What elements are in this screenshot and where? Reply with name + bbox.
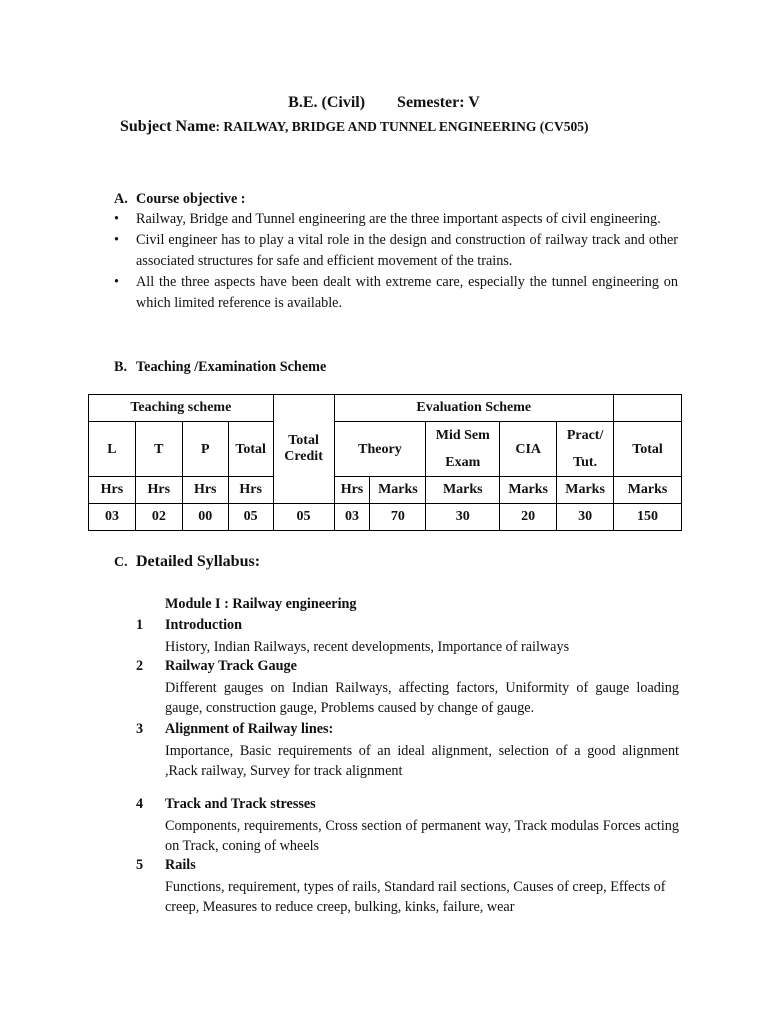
value-cell: 70 (370, 504, 426, 531)
total-credit-header: Total Credit (273, 395, 334, 504)
unit-cell: Hrs (182, 477, 228, 504)
value-cell: 00 (182, 504, 228, 531)
objective-item: • Civil engineer has to play a vital role in the design and construction of railway track and other associated structures for safe and efficient movement of the trains. (114, 232, 678, 269)
value-cell: 20 (500, 504, 557, 531)
item-title: Rails (165, 857, 196, 873)
item-description: Functions, requirement, types of rails, Standard rail sections, Causes of creep, Effects of creep, Measures to reduce creep, bulking, kinks, failure, wear (165, 879, 666, 915)
value-cell: 30 (426, 504, 500, 531)
bullet-icon: • (114, 232, 119, 248)
col-t: T (135, 422, 182, 477)
value-cell: 03 (89, 504, 136, 531)
unit-cell: Marks (370, 477, 426, 504)
col-cia: CIA (500, 422, 557, 477)
col-theory: Theory (334, 422, 426, 477)
col-pract: Pract/ Tut. (557, 422, 614, 477)
degree-label: B.E. (Civil) (288, 94, 366, 111)
value-cell: 02 (135, 504, 182, 531)
section-a-title: Course objective : (136, 191, 246, 207)
col-mid-sem: Mid Sem Exam (426, 422, 500, 477)
semester-label: Semester: V (397, 94, 480, 111)
scheme-table (88, 394, 682, 531)
value-cell: 150 (614, 504, 682, 531)
item-description: History, Indian Railways, recent developments, Importance of railways (165, 639, 570, 655)
item-title: Introduction (165, 617, 242, 633)
col-total: Total (228, 422, 273, 477)
bullet-icon: • (114, 211, 119, 227)
objective-item: • All the three aspects have been dealt with extreme care, especially the tunnel engineering on which limited reference is available. (114, 274, 678, 311)
unit-cell: Marks (614, 477, 682, 504)
item-description: Components, requirements, Cross section of permanent way, Track modulas Forces acting on Track, coning of wheels (165, 818, 679, 854)
value-cell: 03 (334, 504, 370, 531)
col-eval-total: Total (614, 422, 682, 477)
teaching-scheme-header: Teaching scheme (89, 395, 274, 422)
section-a-number: A. (114, 191, 128, 207)
subject-name: : RAILWAY, BRIDGE AND TUNNEL ENGINEERING (CV505) (215, 119, 589, 134)
item-description: Different gauges on Indian Railways, affecting factors, Uniformity of gauge loading gauge, construction gauge, Problems caused by change of gauge. (165, 680, 679, 716)
section-a-heading (114, 191, 246, 208)
subject-label: Subject Name (120, 118, 216, 135)
value-cell: 30 (557, 504, 614, 531)
col-l: L (89, 422, 136, 477)
unit-cell: Marks (426, 477, 500, 504)
unit-cell: Hrs (135, 477, 182, 504)
col-p: P (182, 422, 228, 477)
course-heading (0, 94, 768, 112)
value-cell: 05 (228, 504, 273, 531)
item-title: Track and Track stresses (165, 796, 316, 812)
section-b-heading (114, 359, 326, 376)
evaluation-scheme-header: Evaluation Scheme (334, 395, 614, 422)
section-c-number: C. (114, 555, 128, 570)
item-number: 5 (136, 857, 144, 873)
unit-cell: Marks (500, 477, 557, 504)
objectives-list (112, 209, 678, 314)
subject-line (120, 118, 589, 136)
item-number: 4 (136, 796, 144, 812)
unit-cell: Marks (557, 477, 614, 504)
item-number: 3 (136, 721, 144, 737)
item-number: 1 (136, 617, 144, 633)
item-description: Importance, Basic requirements of an ideal alignment, selection of a good alignment ,Rack railway, Survey for track alignment (165, 743, 679, 779)
empty-header-cell (614, 395, 682, 422)
bullet-icon: • (114, 274, 119, 290)
value-cell: 05 (273, 504, 334, 531)
item-title: Alignment of Railway lines: (165, 721, 334, 737)
section-c-heading: C. Detailed Syllabus: (114, 553, 261, 570)
section-c-title: Detailed Syllabus (136, 553, 255, 570)
section-b-number: B. (114, 359, 128, 375)
item-number: 2 (136, 658, 144, 674)
unit-cell: Hrs (334, 477, 370, 504)
module-title: Module I : Railway engineering (165, 596, 357, 612)
section-b-title: Teaching /Examination Scheme (136, 359, 327, 375)
unit-cell: Hrs (228, 477, 273, 504)
item-title: Railway Track Gauge (165, 658, 297, 674)
objective-item: • Railway, Bridge and Tunnel engineering are the three important aspects of civil engineering. (112, 209, 678, 230)
unit-cell: Hrs (89, 477, 136, 504)
